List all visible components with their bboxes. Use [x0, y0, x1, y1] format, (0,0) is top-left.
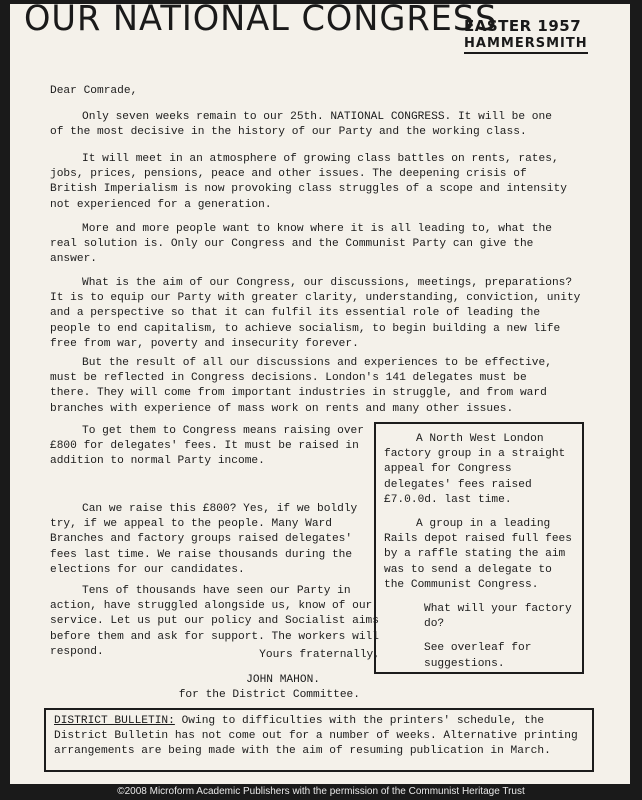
stamp-location: HAMMERSMITH	[464, 35, 588, 54]
bulletin-label: DISTRICT BULLETIN:	[54, 715, 175, 727]
paragraph: What is the aim of our Congress, our discussions, meetings, preparations? It is to equip our Party with greater clarity, understanding, conviction, unity and a perspective so that it can fulfil its essential role of leading the people to end capitalism, to achieve socialism, to begin building a new life free from war, poverty and insecurity forever.	[50, 277, 581, 350]
date-location-stamp	[464, 18, 588, 54]
signature-department: for the District Committee.	[178, 689, 360, 702]
district-bulletin-notice	[44, 708, 594, 772]
closing: Yours fraternally,	[259, 649, 380, 661]
box-item: A group in a leading Rails depot raised full fees by a raffle stating the aim was to send a delegate to the Communist Congress.	[384, 518, 572, 591]
paragraph: Only seven weeks remain to our 25th. NATIONAL CONGRESS. It will be one of the most decisive in the history of our Party and the working class.	[50, 111, 552, 139]
paragraph: To get them to Congress means raising over £800 for delegates' fees. It must be raised in addition to normal Party income.	[50, 425, 364, 468]
box-item: A North West London factory group in a straight appeal for Congress delegates' fees raised £7.0.0d. last time.	[384, 433, 566, 506]
page-title: OUR NATIONAL CONGRESS	[24, 4, 498, 39]
examples-box	[374, 422, 584, 674]
copyright-footer: ©2008 Microform Academic Publishers with the permission of the Communist Heritage Trust	[117, 786, 525, 797]
salutation: Dear Comrade,	[50, 85, 138, 97]
stamp-date: EASTER 1957	[464, 17, 582, 35]
paragraph: It will meet in an atmosphere of growing class battles on rents, rates, jobs, prices, pensions, peace and other issues. The deepening crisis of British Imperialism is now provoking class struggles of a scope and intensity not experienced for a generation.	[50, 153, 567, 211]
signature-name: JOHN MAHON.	[246, 674, 320, 686]
document-page	[10, 4, 630, 784]
box-see-overleaf: See overleaf for suggestions.	[424, 642, 532, 670]
paragraph: But the result of all our discussions and experiences to be effective, must be reflected in Congress decisions. London's 141 delegates must be there. They will come from important industries in struggle, and from ward branches with experience of mass work on rents and many other issues.	[50, 357, 552, 415]
paragraph: Tens of thousands have seen our Party in action, have struggled alongside us, know of our service. Let us put our policy and Socialist aims before them and ask for support. The workers will respond.	[50, 585, 379, 658]
box-question: What will your factory do?	[424, 603, 572, 631]
bulletin-text: Owing to difficulties with the printers' schedule, the District Bulletin has not come out for a number of weeks. Alternative printing arrangements are being made with the aim of resuming publication in March.	[54, 715, 578, 758]
paragraph: Can we raise this £800? Yes, if we boldly try, if we appeal to the people. Many Ward Branches and factory groups raised delegates' fees last time. We raise thousands during the elections for our candidates.	[50, 503, 358, 576]
paragraph: More and more people want to know where it is all leading to, what the real solution is. Only our Congress and the Communist Party can give the answer.	[50, 223, 552, 266]
signature	[50, 673, 360, 703]
